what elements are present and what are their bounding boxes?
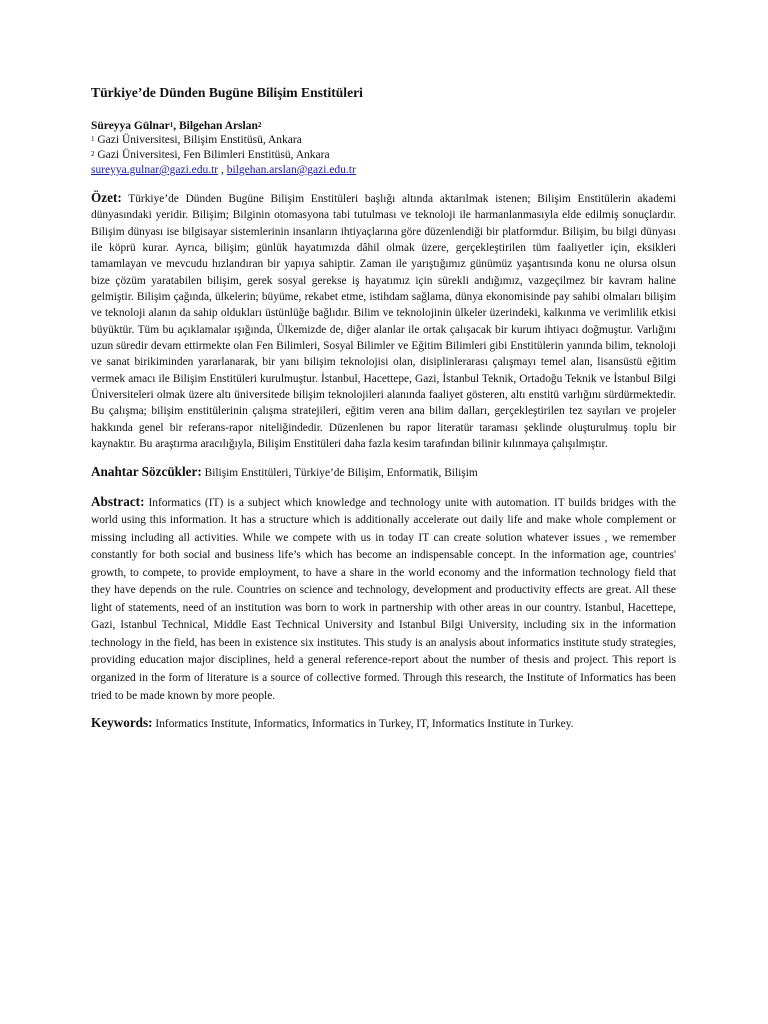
paper-page: [91, 84, 676, 732]
email-separator: ,: [218, 164, 227, 176]
author-list: [91, 119, 676, 133]
author-sup: 2: [257, 121, 262, 129]
keywords-section: [91, 715, 676, 732]
abstract-section: [91, 493, 676, 706]
author-name: Süreyya Gülnar: [91, 120, 170, 132]
affiliation: [91, 148, 676, 163]
anahtar-label: Anahtar Sözcükler:: [91, 463, 202, 479]
affiliation-sup: 2: [91, 150, 95, 158]
anahtar-section: [91, 464, 676, 481]
ozet-text: Türkiye’de Dünden Bugüne Bilişim Enstitüleri başlığı altında aktarılmak istenen; Bilişim Enstitülerin akademi dünyasındaki yeridir. Bilişim; Bilginin otomasyona tabi tutulması ve teknoloji ile harmanlanmasıyla elde edilmiş sonuçlardır. Bilişim dünyası ise bilgisayar sistemlerinin insanların ihtiyaçlarına göre düzenlendiği bir platformdur. Bilişim, bu bilgi dünyası ile köprü kurar. Ayrıca, bilişim; günlük hayatımızda dâhil olmak üzere, gerçekleştirilen tüm faaliyetler için, eksikleri tamamlayan ve mevcudu hızlandıran bir yapıya sahiptir. Zaman ile yarıştığımız günümüz yaşantısında konu ne olursa olsun bize çözüm yaratabilen bilişim, gerek sosyal gerekse iş hayatımız için sürekli andığımız, vazgeçilmez bir kavram haline gelmiştir. Bilişim çağında, ülkelerin; büyüme, rekabet etme, istihdam sağlama, dünya ekonomisinde pay sahibi olmaları bilişim ve teknoloji alanın da sahip oldukları üstünlüğe bağlıdır. Bilim ve teknolojinin ülkeler üzerindeki, kalkınma ve verimlilik etkisi büyüktür. Tüm bu açıklamalar ışığında, Ülkemizde de, diğer alanlar ile ortak çalışacak bir kurum ihtiyacı doğmuştur. Varlığını uzun süredir devam ettirmekte olan Fen Bilimleri, Sosyal Bilimler ve Eğitim Bilimleri gibi Enstitülerin yanında bilim, teknoloji ve sanat birikiminden yararlanarak, bir yanı bilişim teknolojisi olan, disiplinlerarası çalışmayı temel alan, lisansüstü eğitim vermek amacı ile Bilişim Enstitüleri kurulmuştur. İstanbul, Hacettepe, Gazi, İstanbul Teknik, Ortadoğu Teknik ve İstanbul Bilgi Üniversiteleri olmak üzere altı üniversitede bilişim teknolojileri alanında faaliyet gösteren, altı enstitü varlığını sürdürmektedir. Bu çalışma; bilişim enstitülerinin çalışma stratejileri, eğitim veren ana bilim dalları, gerçekleştirilen tez sayıları ve projeler hakkında genel bir referans-rapor niteliğindedir. Düzenlenen bu rapor literatür taraması şeklinde oluşturulmuş toplu bir kaynaktır. Bu araştırma aracılığıyla, Bilişim Enstitüleri daha fazla kesim tarafından bilinir kılınmaya çalışılmıştır.: [91, 193, 676, 451]
anahtar-text: Bilişim Enstitüleri, Türkiye’de Bilişim, Enformatik, Bilişim: [204, 466, 478, 479]
email-link[interactable]: sureyya.gulnar@gazi.edu.tr: [91, 164, 219, 176]
keywords-label: Keywords:: [91, 715, 153, 731]
ozet-label: Özet:: [91, 190, 122, 205]
abstract-label: Abstract:: [91, 493, 145, 509]
affiliation-text: Gazi Üniversitesi, Fen Bilimleri Enstitüsü, Ankara: [97, 149, 330, 161]
author-separator: ,: [173, 120, 179, 132]
affiliation: [91, 133, 676, 148]
author-name: Bilgehan Arslan: [178, 120, 258, 132]
email-line: [91, 163, 676, 178]
ozet-section: [91, 190, 676, 453]
abstract-text: Informatics (IT) is a subject which knowledge and technology unite with automation. IT builds bridges with the world using this information. It has a structure which is additionally accelerate out daily life and make whole complement or missing including all activities. While we compete with us in today IT can create solution whatever issues , we remember constantly for both social and business life’s which has become an indispensable concept. In the information age, countries' growth, to compete, to provide employment, to have a share in the world economy and the information technology field that they have depends on the rule. Countries on science and technology, development and productivity effects are great. All these light of statements, need of an institution was born to work in partnership with other areas in our country. Istanbul, Hacettepe, Gazi, Istanbul Technical, Middle East Technical University and Istanbul Bilgi University, including six in the information technology in the field, has been in existence six institutes. This study is an analysis about informatics institute study strategies, providing education major disciplines, held a general reference-report about the number of thesis and project. This report is organized in the form of literature is a source of collective formed. Through this research, the Institute of Informatics has been tried to be made known by more people.: [91, 496, 676, 702]
paper-title: Türkiye’de Dünden Bugüne Bilişim Enstitüleri: [91, 85, 363, 100]
email-link[interactable]: bilgehan.arslan@gazi.edu.tr: [226, 164, 356, 176]
keywords-text: Informatics Institute, Informatics, Informatics in Turkey, IT, Informatics Institute in Turkey.: [155, 718, 574, 731]
author-sup: 1: [169, 121, 174, 129]
affiliation-sup: 1: [91, 135, 95, 143]
affiliation-text: Gazi Üniversitesi, Bilişim Enstitüsü, Ankara: [97, 134, 302, 146]
